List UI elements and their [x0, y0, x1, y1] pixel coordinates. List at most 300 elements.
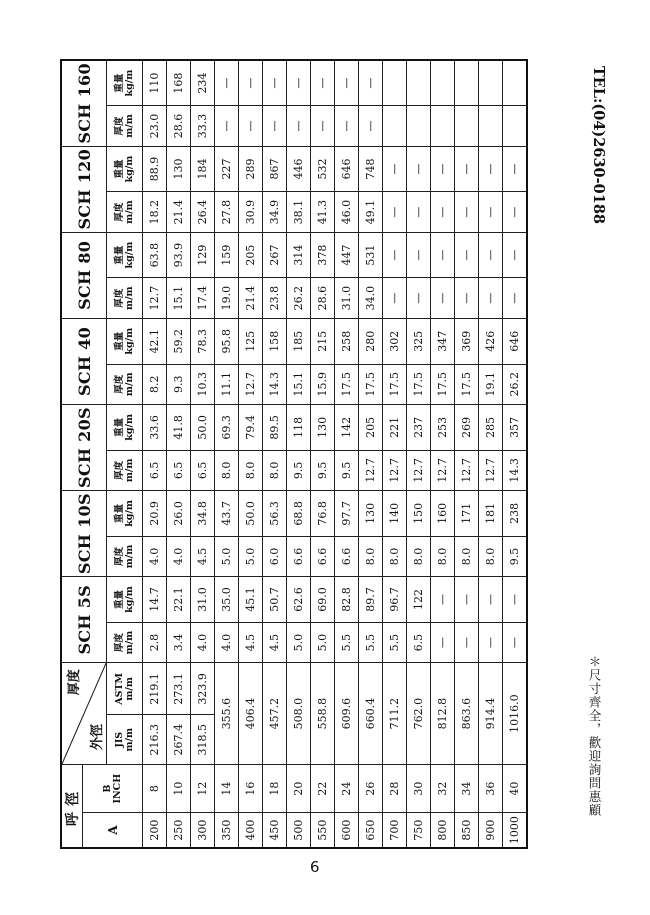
cell-weight: 96.7: [382, 577, 406, 623]
cell-thickness: 8.0: [262, 450, 286, 490]
cell-thickness: 4.0: [166, 536, 190, 576]
header-thickness-mm: 厚度 m/m: [107, 106, 143, 146]
cell-a: 300: [190, 813, 214, 848]
cell-weight: 215: [310, 318, 334, 364]
cell-thickness: 5.5: [358, 622, 382, 662]
cell-weight: —: [502, 146, 527, 192]
cell-weight: —: [214, 60, 238, 106]
cell-weight: 110: [143, 60, 167, 106]
cell-thickness: —: [478, 622, 502, 662]
cell-thickness: 27.8: [214, 192, 238, 232]
cell-thickness: 3.4: [166, 622, 190, 662]
cell-a: 450: [262, 813, 286, 848]
cell-weight: 285: [478, 405, 502, 451]
cell-thickness: 6.6: [286, 536, 310, 576]
header-astm: ASTM m/m: [107, 663, 143, 715]
cell-thickness: 23.0: [143, 106, 167, 146]
cell-thickness: 15.9: [310, 364, 334, 404]
cell-b-inch: 16: [238, 765, 262, 813]
header-weight-kgm: 重量 kg/m: [107, 146, 143, 192]
cell-weight: 205: [238, 232, 262, 278]
cell-thickness: 28.6: [310, 278, 334, 318]
table-row: [502, 60, 527, 848]
cell-thickness: 19.1: [478, 364, 502, 404]
cell-weight: —: [478, 232, 502, 278]
cell-weight: 447: [334, 232, 358, 278]
cell-weight: 181: [478, 491, 502, 537]
cell-weight: 129: [190, 232, 214, 278]
cell-weight: 185: [286, 318, 310, 364]
cell-b-inch: 20: [286, 765, 310, 813]
cell-thickness: —: [286, 106, 310, 146]
cell-thickness: 14.3: [502, 450, 527, 490]
cell-od: 558.8: [310, 663, 334, 765]
table-row: [190, 60, 214, 848]
header-sch-80: SCH 80: [61, 232, 107, 318]
cell-od: 762.0: [406, 663, 430, 765]
header-weight-kgm: 重量 kg/m: [107, 577, 143, 623]
header-sch-20s: SCH 20S: [61, 405, 107, 491]
cell-weight: 42.1: [143, 318, 167, 364]
cell-a: 500: [286, 813, 310, 848]
cell-weight: 50.0: [190, 405, 214, 451]
cell-thickness: 8.0: [358, 536, 382, 576]
cell-weight: [478, 60, 502, 106]
cell-weight: 45.1: [238, 577, 262, 623]
cell-a: 250: [166, 813, 190, 848]
cell-weight: 82.8: [334, 577, 358, 623]
cell-jis: 318.5: [190, 715, 214, 765]
cell-thickness: 5.5: [382, 622, 406, 662]
cell-thickness: 18.2: [143, 192, 167, 232]
cell-weight: 63.8: [143, 232, 167, 278]
cell-weight: 171: [454, 491, 478, 537]
cell-thickness: —: [430, 622, 454, 662]
cell-weight: 369: [454, 318, 478, 364]
cell-weight: 50.7: [262, 577, 286, 623]
page-number: 9: [310, 857, 320, 875]
cell-thickness: 8.0: [478, 536, 502, 576]
cell-thickness: 21.4: [238, 278, 262, 318]
cell-weight: 184: [190, 146, 214, 192]
cell-thickness: 17.4: [190, 278, 214, 318]
cell-thickness: 12.7: [454, 450, 478, 490]
cell-weight: —: [478, 577, 502, 623]
cell-b-inch: 12: [190, 765, 214, 813]
cell-weight: 168: [166, 60, 190, 106]
cell-weight: 76.8: [310, 491, 334, 537]
cell-thickness: 11.1: [214, 364, 238, 404]
cell-thickness: 49.1: [358, 192, 382, 232]
header-thickness-mm: 厚度 m/m: [107, 278, 143, 318]
cell-thickness: 34.0: [358, 278, 382, 318]
cell-weight: 238: [502, 491, 527, 537]
cell-weight: —: [502, 577, 527, 623]
cell-od: 609.6: [334, 663, 358, 765]
cell-weight: 59.2: [166, 318, 190, 364]
cell-b-inch: 34: [454, 765, 478, 813]
cell-thickness: 28.6: [166, 106, 190, 146]
cell-b-inch: 40: [502, 765, 527, 813]
cell-thickness: —: [478, 192, 502, 232]
header-thickness-mm: 厚度 m/m: [107, 536, 143, 576]
cell-weight: 34.8: [190, 491, 214, 537]
cell-thickness: 6.5: [166, 450, 190, 490]
cell-thickness: —: [262, 106, 286, 146]
cell-weight: 125: [238, 318, 262, 364]
cell-a: 550: [310, 813, 334, 848]
cell-b-inch: 24: [334, 765, 358, 813]
cell-thickness: 41.3: [310, 192, 334, 232]
cell-thickness: [430, 106, 454, 146]
table-row: [430, 60, 454, 848]
cell-thickness: 8.0: [406, 536, 430, 576]
table-row: [478, 60, 502, 848]
header-sch-160: SCH 160: [61, 60, 107, 146]
cell-weight: 205: [358, 405, 382, 451]
table-row: [214, 60, 238, 848]
cell-thickness: 8.0: [454, 536, 478, 576]
cell-weight: —: [454, 577, 478, 623]
cell-weight: 160: [430, 491, 454, 537]
cell-weight: —: [454, 146, 478, 192]
cell-thickness: —: [406, 278, 430, 318]
cell-weight: —: [406, 146, 430, 192]
cell-thickness: —: [310, 106, 334, 146]
cell-thickness: [478, 106, 502, 146]
cell-weight: 31.0: [190, 577, 214, 623]
cell-weight: —: [238, 60, 262, 106]
cell-thickness: —: [454, 278, 478, 318]
cell-thickness: [502, 106, 527, 146]
cell-weight: [406, 60, 430, 106]
cell-thickness: 21.4: [166, 192, 190, 232]
cell-weight: 35.0: [214, 577, 238, 623]
cell-thickness: [454, 106, 478, 146]
cell-b-inch: 22: [310, 765, 334, 813]
cell-weight: 88.9: [143, 146, 167, 192]
cell-thickness: 17.5: [382, 364, 406, 404]
cell-b-inch: 10: [166, 765, 190, 813]
table-row: [166, 60, 190, 848]
cell-weight: 237: [406, 405, 430, 451]
cell-thickness: 9.5: [502, 536, 527, 576]
cell-weight: 20.9: [143, 491, 167, 537]
pipe-schedule-table: [60, 59, 528, 849]
cell-thickness: 4.5: [190, 536, 214, 576]
cell-thickness: 17.5: [358, 364, 382, 404]
cell-weight: 150: [406, 491, 430, 537]
cell-weight: 89.5: [262, 405, 286, 451]
cell-weight: 426: [478, 318, 502, 364]
cell-weight: 357: [502, 405, 527, 451]
cell-od: 457.2: [262, 663, 286, 765]
cell-thickness: —: [454, 622, 478, 662]
cell-thickness: 8.0: [214, 450, 238, 490]
cell-weight: 142: [334, 405, 358, 451]
cell-thickness: 5.0: [214, 536, 238, 576]
cell-a: 200: [143, 813, 167, 848]
cell-weight: 302: [382, 318, 406, 364]
cell-weight: —: [358, 60, 382, 106]
cell-thickness: 17.5: [406, 364, 430, 404]
header-weight-kgm: 重量 kg/m: [107, 491, 143, 537]
cell-thickness: —: [214, 106, 238, 146]
table-row: [358, 60, 382, 848]
cell-a: 700: [382, 813, 406, 848]
cell-b-inch: 14: [214, 765, 238, 813]
cell-weight: —: [382, 232, 406, 278]
cell-thickness: 14.3: [262, 364, 286, 404]
header-sch-40: SCH 40: [61, 318, 107, 404]
cell-weight: 253: [430, 405, 454, 451]
cell-od: 863.6: [454, 663, 478, 765]
cell-weight: 267: [262, 232, 286, 278]
table-row: [406, 60, 430, 848]
cell-thickness: —: [430, 278, 454, 318]
header-thickness-label: 厚度: [67, 669, 82, 696]
cell-weight: —: [454, 232, 478, 278]
cell-weight: [502, 60, 527, 106]
cell-weight: 56.3: [262, 491, 286, 537]
table-row: [238, 60, 262, 848]
cell-thickness: 6.5: [143, 450, 167, 490]
cell-thickness: [406, 106, 430, 146]
header-a: A: [83, 813, 143, 848]
cell-thickness: 26.4: [190, 192, 214, 232]
cell-thickness: 46.0: [334, 192, 358, 232]
cell-thickness: —: [238, 106, 262, 146]
table-row: [310, 60, 334, 848]
cell-thickness: 4.0: [143, 536, 167, 576]
cell-thickness: 4.5: [262, 622, 286, 662]
cell-thickness: 6.6: [310, 536, 334, 576]
cell-thickness: —: [430, 192, 454, 232]
cell-weight: 130: [358, 491, 382, 537]
cell-od: 914.4: [478, 663, 502, 765]
cell-weight: 97.7: [334, 491, 358, 537]
cell-thickness: 31.0: [334, 278, 358, 318]
cell-weight: —: [430, 577, 454, 623]
cell-weight: 158: [262, 318, 286, 364]
header-od-label: 外徑: [90, 724, 105, 751]
cell-a: 750: [406, 813, 430, 848]
cell-thickness: 26.2: [502, 364, 527, 404]
cell-weight: 33.6: [143, 405, 167, 451]
cell-thickness: 4.0: [190, 622, 214, 662]
cell-thickness: 8.0: [430, 536, 454, 576]
cell-weight: 130: [166, 146, 190, 192]
header-weight-kgm: 重量 kg/m: [107, 405, 143, 451]
pipe-schedule-table-wrapper: [60, 59, 528, 849]
cell-thickness: 4.5: [238, 622, 262, 662]
cell-od: 1016.0: [502, 663, 527, 765]
cell-b-inch: 30: [406, 765, 430, 813]
cell-a: 350: [214, 813, 238, 848]
cell-thickness: 26.2: [286, 278, 310, 318]
cell-weight: —: [502, 232, 527, 278]
cell-thickness: 17.5: [430, 364, 454, 404]
cell-thickness: [382, 106, 406, 146]
cell-thickness: 8.0: [382, 536, 406, 576]
footnote: ＊尺寸齊全，歡迎詢問惠顧: [587, 655, 602, 817]
cell-thickness: —: [382, 278, 406, 318]
header-sch-10s: SCH 10S: [61, 491, 107, 577]
cell-thickness: 5.0: [286, 622, 310, 662]
cell-b-inch: 28: [382, 765, 406, 813]
cell-od: 711.2: [382, 663, 406, 765]
cell-thickness: 8.2: [143, 364, 167, 404]
cell-thickness: 12.7: [430, 450, 454, 490]
cell-thickness: 15.1: [286, 364, 310, 404]
cell-thickness: —: [406, 192, 430, 232]
header-thickness-mm: 厚度 m/m: [107, 450, 143, 490]
cell-thickness: —: [502, 278, 527, 318]
cell-weight: 748: [358, 146, 382, 192]
cell-weight: [454, 60, 478, 106]
cell-thickness: 23.8: [262, 278, 286, 318]
cell-thickness: 9.5: [310, 450, 334, 490]
header-thickness-mm: 厚度 m/m: [107, 364, 143, 404]
cell-weight: 50.0: [238, 491, 262, 537]
cell-thickness: —: [358, 106, 382, 146]
cell-weight: 14.7: [143, 577, 167, 623]
cell-thickness: 5.0: [238, 536, 262, 576]
cell-weight: —: [334, 60, 358, 106]
cell-weight: 43.7: [214, 491, 238, 537]
cell-thickness: 17.5: [454, 364, 478, 404]
cell-thickness: 12.7: [238, 364, 262, 404]
cell-weight: —: [262, 60, 286, 106]
cell-a: 650: [358, 813, 382, 848]
header-jis: JIS m/m: [107, 715, 143, 765]
table-row: [262, 60, 286, 848]
cell-thickness: 19.0: [214, 278, 238, 318]
cell-weight: —: [382, 146, 406, 192]
cell-weight: 95.8: [214, 318, 238, 364]
cell-thickness: 30.9: [238, 192, 262, 232]
cell-thickness: 12.7: [143, 278, 167, 318]
cell-thickness: —: [382, 192, 406, 232]
cell-a: 850: [454, 813, 478, 848]
cell-od: 355.6: [214, 663, 238, 765]
cell-weight: 140: [382, 491, 406, 537]
cell-b-inch: 32: [430, 765, 454, 813]
cell-weight: 532: [310, 146, 334, 192]
cell-weight: —: [286, 60, 310, 106]
cell-thickness: 8.0: [238, 450, 262, 490]
cell-a: 600: [334, 813, 358, 848]
cell-thickness: 6.5: [190, 450, 214, 490]
cell-weight: 62.6: [286, 577, 310, 623]
cell-weight: 89.7: [358, 577, 382, 623]
cell-astm: 219.1: [143, 663, 167, 715]
cell-weight: 26.0: [166, 491, 190, 537]
cell-od: 508.0: [286, 663, 310, 765]
cell-weight: 867: [262, 146, 286, 192]
cell-thickness: 12.7: [478, 450, 502, 490]
cell-weight: 122: [406, 577, 430, 623]
cell-weight: 130: [310, 405, 334, 451]
cell-weight: [382, 60, 406, 106]
cell-thickness: 34.9: [262, 192, 286, 232]
cell-weight: 221: [382, 405, 406, 451]
table-row: [382, 60, 406, 848]
cell-thickness: 12.7: [358, 450, 382, 490]
cell-weight: 646: [502, 318, 527, 364]
table-row: [454, 60, 478, 848]
cell-thickness: 15.1: [166, 278, 190, 318]
cell-weight: 314: [286, 232, 310, 278]
cell-weight: —: [406, 232, 430, 278]
cell-a: 800: [430, 813, 454, 848]
cell-jis: 267.4: [166, 715, 190, 765]
header-od-thickness: [61, 663, 107, 765]
cell-weight: 280: [358, 318, 382, 364]
cell-weight: 69.0: [310, 577, 334, 623]
cell-thickness: 6.6: [334, 536, 358, 576]
cell-weight: 227: [214, 146, 238, 192]
cell-weight: 234: [190, 60, 214, 106]
cell-weight: —: [310, 60, 334, 106]
cell-weight: [430, 60, 454, 106]
cell-weight: 69.3: [214, 405, 238, 451]
cell-jis: 216.3: [143, 715, 167, 765]
cell-weight: 269: [454, 405, 478, 451]
cell-weight: —: [478, 146, 502, 192]
cell-weight: 79.4: [238, 405, 262, 451]
cell-weight: 118: [286, 405, 310, 451]
cell-weight: 646: [334, 146, 358, 192]
header-weight-kgm: 重量 kg/m: [107, 60, 143, 106]
cell-weight: 22.1: [166, 577, 190, 623]
header-thickness-mm: 厚度 m/m: [107, 192, 143, 232]
cell-weight: —: [430, 232, 454, 278]
cell-weight: —: [430, 146, 454, 192]
cell-thickness: 9.5: [334, 450, 358, 490]
cell-weight: 68.8: [286, 491, 310, 537]
cell-od: 660.4: [358, 663, 382, 765]
cell-weight: 347: [430, 318, 454, 364]
cell-weight: 258: [334, 318, 358, 364]
table-row: [143, 60, 167, 848]
cell-thickness: 2.8: [143, 622, 167, 662]
cell-thickness: 17.5: [334, 364, 358, 404]
table-row: [286, 60, 310, 848]
cell-astm: 273.1: [166, 663, 190, 715]
header-b-inch: B INCH: [83, 765, 143, 813]
header-weight-kgm: 重量 kg/m: [107, 318, 143, 364]
header-thickness-mm: 厚度 m/m: [107, 622, 143, 662]
cell-thickness: —: [478, 278, 502, 318]
cell-thickness: —: [454, 192, 478, 232]
cell-weight: 325: [406, 318, 430, 364]
header-sch-5s: SCH 5S: [61, 577, 107, 663]
cell-od: 812.8: [430, 663, 454, 765]
cell-weight: 41.8: [166, 405, 190, 451]
header-weight-kgm: 重量 kg/m: [107, 232, 143, 278]
cell-a: 1000: [502, 813, 527, 848]
cell-thickness: —: [334, 106, 358, 146]
cell-weight: 93.9: [166, 232, 190, 278]
cell-weight: 289: [238, 146, 262, 192]
cell-b-inch: 36: [478, 765, 502, 813]
cell-od: 406.4: [238, 663, 262, 765]
cell-weight: 531: [358, 232, 382, 278]
cell-thickness: 33.3: [190, 106, 214, 146]
cell-astm: 323.9: [190, 663, 214, 715]
cell-thickness: 5.5: [334, 622, 358, 662]
